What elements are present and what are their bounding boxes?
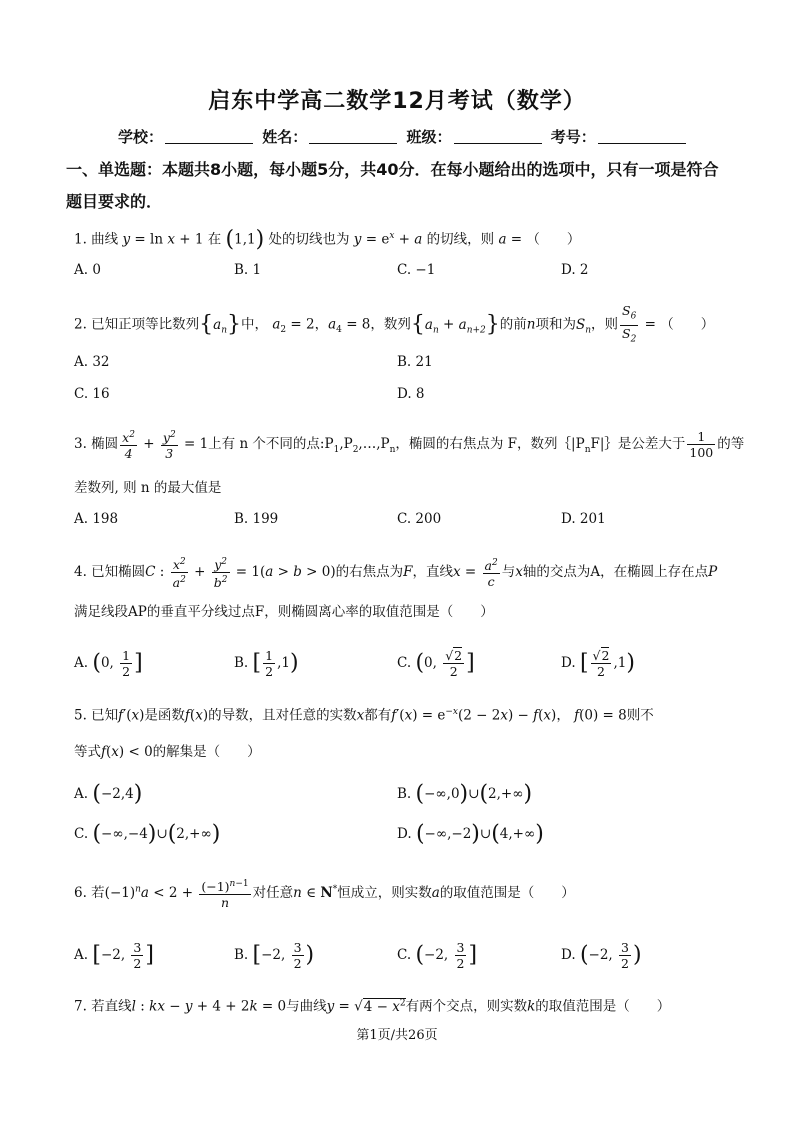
- q4-option-d[interactable]: D. [ $\frac{√2}{2}$ ,1): [561, 648, 635, 679]
- question-4-line-2: 满足线段AP的垂直平分线过点F，则椭圆离心率的取值范围是（ ）: [74, 604, 494, 620]
- q5-option-b[interactable]: B. (−∞,0)∪(2,+∞): [397, 781, 533, 807]
- exam-no-blank: [598, 143, 686, 144]
- q2-option-c[interactable]: C. 16: [74, 386, 110, 402]
- q3-option-c[interactable]: C. 200: [397, 511, 442, 527]
- class-blank: [454, 143, 542, 144]
- q5-option-d[interactable]: D. (−∞,−2)∪(4,+∞): [397, 821, 544, 847]
- q4-option-a[interactable]: A. (0, $\frac{1}{2}$ ]: [74, 648, 143, 679]
- q3-option-d[interactable]: D. 201: [561, 511, 606, 527]
- exam-no-label: 考号：: [550, 128, 596, 146]
- question-5-line-2: 等式f(x) < 0的解集是（ ）: [74, 744, 261, 760]
- q2-option-a[interactable]: A. 32: [74, 354, 110, 370]
- name-label: 姓名：: [262, 128, 308, 146]
- school-blank: [165, 143, 253, 144]
- question-3: 3. 椭圆 $\frac{x^2}{4}$ + $\frac{y^2}{3}$ = 1上有 n 个不同的点$:P_1,P_2,\dots,P_n$，椭圆的右焦点为 F，数列$\{|P_nF|\}$是公差大于 $\frac{1}{100}$ 的等: [74, 429, 745, 462]
- question-3-line-2: 差数列, 则 n 的最大值是: [74, 480, 222, 496]
- question-2: 2. 已知正项等比数列$\{a_n\}$中， $a_2 = 2$，$a_4 = 8$，数列$\{a_n + a_{n+2}\}$的前n项和为$S_n$，则 $\frac{S_6}{S_2}$ = （ ）: [74, 303, 715, 344]
- page-title: 启东中学高二数学12月考试（数学）: [208, 89, 586, 114]
- q6-option-d[interactable]: D. (−2, $\frac{3}{2}$ ): [561, 940, 642, 971]
- q1-option-b[interactable]: B. 1: [234, 262, 262, 278]
- question-1: 1. 曲线 y = ln x + 1 在 (1,1) 处的切线也为 $y = e^x + a$ 的切线，则 a = （ ）: [74, 227, 581, 252]
- section-heading: 一、单选题：本题共8小题，每小题5分，共40分．在每小题给出的选项中，只有一项是符合题目要求的．: [66, 160, 719, 211]
- q4-option-b[interactable]: B. [ $\frac{1}{2}$ ,1): [234, 648, 299, 679]
- question-5: 5. 已知f′(x)是函数f(x)的导数，且对任意的实数x都有$f'(x) = e^{-x}(2 - 2x) - f(x)$， f(0) = 8则不: [74, 707, 654, 724]
- student-info-line: [118, 126, 690, 147]
- q1-option-a[interactable]: A. 0: [74, 262, 101, 278]
- q6-option-b[interactable]: B. [−2, $\frac{3}{2}$ ): [234, 940, 315, 971]
- q3-option-b[interactable]: B. 199: [234, 511, 279, 527]
- q4-option-c[interactable]: C. (0, $\frac{√2}{2}$ ]: [397, 648, 475, 679]
- question-7: 7. 若直线l : kx − y + 4 + 2k = 0与曲线$y = √4 - x^2$有两个交点，则实数k的取值范围是（ ）: [74, 998, 671, 1015]
- q5-option-c[interactable]: C. (−∞,−4)∪(2,+∞): [74, 821, 221, 847]
- q1-option-c[interactable]: C. −1: [397, 262, 436, 278]
- question-6: 6. 若$(-1)^na < 2$ + $\frac{(-1)^{n-1}}{n}$ 对任意n ∈ N*恒成立，则实数a的取值范围是（ ）: [74, 879, 575, 911]
- school-label: 学校：: [118, 128, 164, 146]
- q5-option-a[interactable]: A. (−2,4): [74, 781, 143, 807]
- q6-option-c[interactable]: C. (−2, $\frac{3}{2}$ ]: [397, 940, 478, 971]
- class-label: 班级：: [406, 128, 452, 146]
- q2-option-d[interactable]: D. 8: [397, 386, 425, 402]
- q6-option-a[interactable]: A. [−2, $\frac{3}{2}$ ]: [74, 940, 154, 971]
- q3-option-a[interactable]: A. 198: [74, 511, 119, 527]
- page-footer: 第1页/共26页: [356, 1028, 438, 1043]
- q1-option-d[interactable]: D. 2: [561, 262, 589, 278]
- question-4: 4. 已知椭圆C : $\frac{x^2}{a^2}$ + $\frac{y^2}{b^2}$ = 1(a > b > 0)的右焦点为F，直线x = $\frac{a^2}{c}$ 与x轴的交点为A，在椭圆上存在点P: [74, 557, 718, 591]
- name-blank: [309, 143, 397, 144]
- q2-option-b[interactable]: B. 21: [397, 354, 433, 370]
